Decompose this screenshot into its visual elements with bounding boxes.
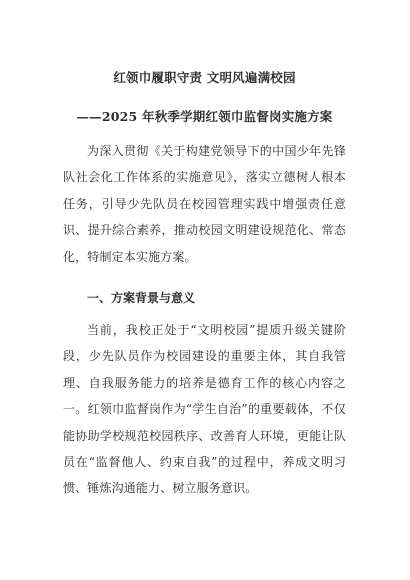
intro-paragraph: 为深入贯彻《关于构建党领导下的中国少年先锋队社会化工作体系的实施意见》，落实立德树人根本任务，引导少先队员在校园管理实践中增强责任意识、提升综合素养，推动校园文明建设规范化、常态化，特制定本实施方案。 bbox=[63, 144, 346, 264]
section-background bbox=[63, 285, 346, 502]
document-subtitle: ——2025 年秋季学期红领巾监督岗实施方案 bbox=[76, 109, 333, 124]
section-paragraph: 当前，我校正处于“文明校园”提质升级关键阶段，少先队员作为校园建设的重要主体，其自我管理、自我服务能力的培养是德育工作的核心内容之一。红领巾监督岗作为“学生自治”的重要载体，不仅能协助学校规范校园秩序、改善育人环境，更能让队员在“监督他人、约束自我”的过程中，养成文明习惯、锤炼沟通能力、树立服务意识。 bbox=[63, 323, 346, 496]
section-heading: 一、方案背景与意义 bbox=[87, 291, 196, 306]
document-title: 红领巾履职守责 文明风遍满校园 bbox=[113, 70, 296, 85]
